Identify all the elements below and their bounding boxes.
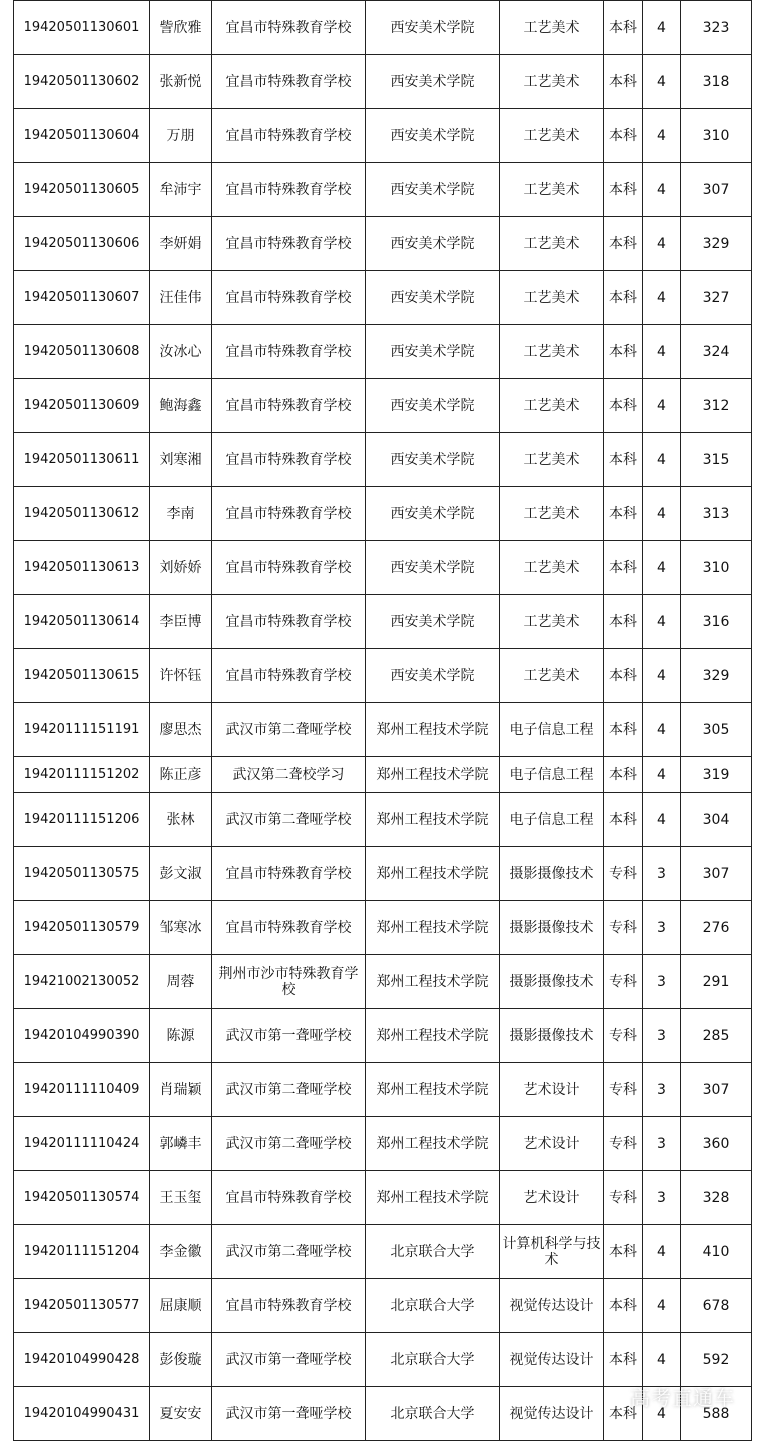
major-cell: 工艺美术 <box>500 163 604 217</box>
university-cell: 郑州工程技术学院 <box>366 1117 500 1171</box>
name-cell: 肖瑞颖 <box>150 1063 212 1117</box>
name-cell: 李臣博 <box>150 595 212 649</box>
level-cell: 本科 <box>604 217 643 271</box>
school-cell: 武汉第二聋校学习 <box>212 757 366 793</box>
name-cell: 彭文淑 <box>150 847 212 901</box>
major-cell: 摄影摄像技术 <box>500 901 604 955</box>
level-cell: 本科 <box>604 1333 643 1387</box>
level-cell: 专科 <box>604 901 643 955</box>
exam-id-cell: 19420501130614 <box>14 595 150 649</box>
years-cell: 4 <box>643 703 681 757</box>
school-cell: 宜昌市特殊教育学校 <box>212 109 366 163</box>
major-cell: 视觉传达设计 <box>500 1387 604 1441</box>
school-cell: 宜昌市特殊教育学校 <box>212 433 366 487</box>
table-row <box>14 793 752 847</box>
name-cell: 郭嶙丰 <box>150 1117 212 1171</box>
major-cell: 工艺美术 <box>500 109 604 163</box>
years-cell: 4 <box>643 1279 681 1333</box>
exam-id-cell: 19420501130574 <box>14 1171 150 1225</box>
score-cell: 360 <box>681 1117 752 1171</box>
table-row <box>14 1063 752 1117</box>
table-row <box>14 1 752 55</box>
score-cell: 588 <box>681 1387 752 1441</box>
score-cell: 285 <box>681 1009 752 1063</box>
level-cell: 专科 <box>604 1009 643 1063</box>
level-cell: 专科 <box>604 847 643 901</box>
school-cell: 武汉市第二聋哑学校 <box>212 703 366 757</box>
university-cell: 西安美术学院 <box>366 487 500 541</box>
exam-id-cell: 19420501130611 <box>14 433 150 487</box>
years-cell: 4 <box>643 595 681 649</box>
university-cell: 西安美术学院 <box>366 325 500 379</box>
name-cell: 王玉玺 <box>150 1171 212 1225</box>
level-cell: 专科 <box>604 1171 643 1225</box>
level-cell: 本科 <box>604 757 643 793</box>
score-cell: 316 <box>681 595 752 649</box>
major-cell: 计算机科学与技术 <box>500 1225 604 1279</box>
name-cell: 周蓉 <box>150 955 212 1009</box>
school-cell: 武汉市第一聋哑学校 <box>212 1009 366 1063</box>
school-cell: 武汉市第二聋哑学校 <box>212 1225 366 1279</box>
years-cell: 4 <box>643 325 681 379</box>
name-cell: 訾欣雅 <box>150 1 212 55</box>
name-cell: 陈源 <box>150 1009 212 1063</box>
level-cell: 本科 <box>604 325 643 379</box>
level-cell: 本科 <box>604 271 643 325</box>
years-cell: 4 <box>643 217 681 271</box>
name-cell: 牟沛宇 <box>150 163 212 217</box>
score-cell: 304 <box>681 793 752 847</box>
exam-id-cell: 19420111151204 <box>14 1225 150 1279</box>
name-cell: 鲍海鑫 <box>150 379 212 433</box>
score-cell: 315 <box>681 433 752 487</box>
name-cell: 李妍娟 <box>150 217 212 271</box>
score-cell: 323 <box>681 1 752 55</box>
major-cell: 艺术设计 <box>500 1063 604 1117</box>
university-cell: 西安美术学院 <box>366 109 500 163</box>
name-cell: 汝冰心 <box>150 325 212 379</box>
name-cell: 廖思杰 <box>150 703 212 757</box>
school-cell: 宜昌市特殊教育学校 <box>212 901 366 955</box>
exam-id-cell: 19420111110409 <box>14 1063 150 1117</box>
exam-id-cell: 19420501130607 <box>14 271 150 325</box>
major-cell: 电子信息工程 <box>500 793 604 847</box>
score-cell: 318 <box>681 55 752 109</box>
level-cell: 本科 <box>604 703 643 757</box>
school-cell: 宜昌市特殊教育学校 <box>212 325 366 379</box>
admission-table <box>13 0 752 1441</box>
score-cell: 313 <box>681 487 752 541</box>
years-cell: 4 <box>643 793 681 847</box>
university-cell: 郑州工程技术学院 <box>366 757 500 793</box>
name-cell: 屈康顺 <box>150 1279 212 1333</box>
name-cell: 李金徽 <box>150 1225 212 1279</box>
level-cell: 本科 <box>604 1 643 55</box>
major-cell: 工艺美术 <box>500 1 604 55</box>
university-cell: 西安美术学院 <box>366 649 500 703</box>
major-cell: 视觉传达设计 <box>500 1333 604 1387</box>
table-row <box>14 541 752 595</box>
exam-id-cell: 19420501130613 <box>14 541 150 595</box>
university-cell: 西安美术学院 <box>366 541 500 595</box>
school-cell: 宜昌市特殊教育学校 <box>212 217 366 271</box>
level-cell: 本科 <box>604 541 643 595</box>
name-cell: 张新悦 <box>150 55 212 109</box>
table-row <box>14 325 752 379</box>
university-cell: 郑州工程技术学院 <box>366 847 500 901</box>
level-cell: 专科 <box>604 955 643 1009</box>
exam-id-cell: 19420501130608 <box>14 325 150 379</box>
university-cell: 西安美术学院 <box>366 595 500 649</box>
years-cell: 3 <box>643 1117 681 1171</box>
score-cell: 678 <box>681 1279 752 1333</box>
name-cell: 刘娇娇 <box>150 541 212 595</box>
exam-id-cell: 19420111151206 <box>14 793 150 847</box>
level-cell: 本科 <box>604 1225 643 1279</box>
university-cell: 北京联合大学 <box>366 1279 500 1333</box>
exam-id-cell: 19420501130612 <box>14 487 150 541</box>
major-cell: 工艺美术 <box>500 271 604 325</box>
school-cell: 宜昌市特殊教育学校 <box>212 1 366 55</box>
years-cell: 4 <box>643 541 681 595</box>
table-row <box>14 1333 752 1387</box>
score-cell: 592 <box>681 1333 752 1387</box>
table-row <box>14 757 752 793</box>
years-cell: 3 <box>643 1171 681 1225</box>
level-cell: 本科 <box>604 163 643 217</box>
years-cell: 4 <box>643 1387 681 1441</box>
table-row <box>14 1171 752 1225</box>
exam-id-cell: 19420111151202 <box>14 757 150 793</box>
school-cell: 宜昌市特殊教育学校 <box>212 379 366 433</box>
table-row <box>14 901 752 955</box>
school-cell: 宜昌市特殊教育学校 <box>212 1279 366 1333</box>
school-cell: 宜昌市特殊教育学校 <box>212 649 366 703</box>
university-cell: 西安美术学院 <box>366 379 500 433</box>
university-cell: 西安美术学院 <box>366 217 500 271</box>
university-cell: 西安美术学院 <box>366 1 500 55</box>
university-cell: 郑州工程技术学院 <box>366 1171 500 1225</box>
score-cell: 312 <box>681 379 752 433</box>
school-cell: 荆州市沙市特殊教育学校 <box>212 955 366 1009</box>
exam-id-cell: 19420501130602 <box>14 55 150 109</box>
name-cell: 汪佳伟 <box>150 271 212 325</box>
major-cell: 工艺美术 <box>500 379 604 433</box>
table-row <box>14 595 752 649</box>
exam-id-cell: 19420104990390 <box>14 1009 150 1063</box>
level-cell: 本科 <box>604 379 643 433</box>
score-cell: 319 <box>681 757 752 793</box>
school-cell: 宜昌市特殊教育学校 <box>212 163 366 217</box>
table-row <box>14 217 752 271</box>
level-cell: 本科 <box>604 649 643 703</box>
school-cell: 武汉市第一聋哑学校 <box>212 1333 366 1387</box>
level-cell: 本科 <box>604 433 643 487</box>
name-cell: 刘寒湘 <box>150 433 212 487</box>
years-cell: 4 <box>643 55 681 109</box>
exam-id-cell: 19420501130615 <box>14 649 150 703</box>
school-cell: 宜昌市特殊教育学校 <box>212 55 366 109</box>
score-cell: 328 <box>681 1171 752 1225</box>
level-cell: 本科 <box>604 1387 643 1441</box>
years-cell: 4 <box>643 271 681 325</box>
school-cell: 宜昌市特殊教育学校 <box>212 847 366 901</box>
university-cell: 西安美术学院 <box>366 55 500 109</box>
table-row <box>14 379 752 433</box>
school-cell: 宜昌市特殊教育学校 <box>212 1171 366 1225</box>
years-cell: 3 <box>643 1063 681 1117</box>
name-cell: 许怀钰 <box>150 649 212 703</box>
university-cell: 郑州工程技术学院 <box>366 955 500 1009</box>
name-cell: 万朋 <box>150 109 212 163</box>
score-cell: 276 <box>681 901 752 955</box>
table-row <box>14 1225 752 1279</box>
years-cell: 3 <box>643 901 681 955</box>
major-cell: 艺术设计 <box>500 1117 604 1171</box>
table-row <box>14 163 752 217</box>
score-cell: 307 <box>681 163 752 217</box>
table-row <box>14 109 752 163</box>
table-body <box>14 1 752 1441</box>
university-cell: 西安美术学院 <box>366 271 500 325</box>
major-cell: 工艺美术 <box>500 55 604 109</box>
exam-id-cell: 19421002130052 <box>14 955 150 1009</box>
major-cell: 工艺美术 <box>500 649 604 703</box>
school-cell: 宜昌市特殊教育学校 <box>212 271 366 325</box>
table-row <box>14 55 752 109</box>
university-cell: 北京联合大学 <box>366 1225 500 1279</box>
name-cell: 陈正彦 <box>150 757 212 793</box>
major-cell: 视觉传达设计 <box>500 1279 604 1333</box>
years-cell: 4 <box>643 163 681 217</box>
university-cell: 郑州工程技术学院 <box>366 1063 500 1117</box>
table-row <box>14 955 752 1009</box>
school-cell: 宜昌市特殊教育学校 <box>212 595 366 649</box>
major-cell: 摄影摄像技术 <box>500 1009 604 1063</box>
major-cell: 工艺美术 <box>500 595 604 649</box>
score-cell: 310 <box>681 109 752 163</box>
score-cell: 410 <box>681 1225 752 1279</box>
exam-id-cell: 19420111151191 <box>14 703 150 757</box>
exam-id-cell: 19420501130604 <box>14 109 150 163</box>
table-row <box>14 433 752 487</box>
watermark-text: 高考直通车 <box>630 1386 735 1410</box>
table-row <box>14 1279 752 1333</box>
score-cell: 329 <box>681 217 752 271</box>
score-cell: 329 <box>681 649 752 703</box>
school-cell: 武汉市第二聋哑学校 <box>212 1063 366 1117</box>
exam-id-cell: 19420501130577 <box>14 1279 150 1333</box>
major-cell: 摄影摄像技术 <box>500 955 604 1009</box>
level-cell: 专科 <box>604 1117 643 1171</box>
university-cell: 北京联合大学 <box>366 1333 500 1387</box>
school-cell: 武汉市第二聋哑学校 <box>212 1117 366 1171</box>
years-cell: 4 <box>643 649 681 703</box>
name-cell: 夏安安 <box>150 1387 212 1441</box>
level-cell: 本科 <box>604 595 643 649</box>
university-cell: 郑州工程技术学院 <box>366 1009 500 1063</box>
name-cell: 张林 <box>150 793 212 847</box>
name-cell: 彭俊璇 <box>150 1333 212 1387</box>
exam-id-cell: 19420104990428 <box>14 1333 150 1387</box>
years-cell: 3 <box>643 1009 681 1063</box>
table-row <box>14 703 752 757</box>
years-cell: 3 <box>643 955 681 1009</box>
major-cell: 摄影摄像技术 <box>500 847 604 901</box>
table-row <box>14 847 752 901</box>
major-cell: 工艺美术 <box>500 217 604 271</box>
score-cell: 324 <box>681 325 752 379</box>
exam-id-cell: 19420501130601 <box>14 1 150 55</box>
score-cell: 327 <box>681 271 752 325</box>
level-cell: 本科 <box>604 793 643 847</box>
university-cell: 北京联合大学 <box>366 1387 500 1441</box>
school-cell: 宜昌市特殊教育学校 <box>212 541 366 595</box>
exam-id-cell: 19420111110424 <box>14 1117 150 1171</box>
major-cell: 工艺美术 <box>500 325 604 379</box>
level-cell: 专科 <box>604 1063 643 1117</box>
years-cell: 4 <box>643 109 681 163</box>
university-cell: 西安美术学院 <box>366 433 500 487</box>
name-cell: 李南 <box>150 487 212 541</box>
major-cell: 电子信息工程 <box>500 757 604 793</box>
major-cell: 工艺美术 <box>500 487 604 541</box>
exam-id-cell: 19420501130579 <box>14 901 150 955</box>
school-cell: 武汉市第一聋哑学校 <box>212 1387 366 1441</box>
table-row <box>14 487 752 541</box>
university-cell: 郑州工程技术学院 <box>366 703 500 757</box>
exam-id-cell: 19420501130575 <box>14 847 150 901</box>
school-cell: 宜昌市特殊教育学校 <box>212 487 366 541</box>
university-cell: 郑州工程技术学院 <box>366 901 500 955</box>
exam-id-cell: 19420501130606 <box>14 217 150 271</box>
exam-id-cell: 19420501130609 <box>14 379 150 433</box>
school-cell: 武汉市第二聋哑学校 <box>212 793 366 847</box>
years-cell: 4 <box>643 379 681 433</box>
years-cell: 4 <box>643 1225 681 1279</box>
score-cell: 307 <box>681 847 752 901</box>
years-cell: 4 <box>643 1 681 55</box>
major-cell: 艺术设计 <box>500 1171 604 1225</box>
table-row <box>14 271 752 325</box>
level-cell: 本科 <box>604 55 643 109</box>
university-cell: 郑州工程技术学院 <box>366 793 500 847</box>
years-cell: 4 <box>643 433 681 487</box>
years-cell: 4 <box>643 757 681 793</box>
level-cell: 本科 <box>604 487 643 541</box>
score-cell: 305 <box>681 703 752 757</box>
score-cell: 291 <box>681 955 752 1009</box>
years-cell: 3 <box>643 847 681 901</box>
level-cell: 本科 <box>604 109 643 163</box>
major-cell: 工艺美术 <box>500 541 604 595</box>
years-cell: 4 <box>643 487 681 541</box>
name-cell: 邹寒冰 <box>150 901 212 955</box>
exam-id-cell: 19420104990431 <box>14 1387 150 1441</box>
score-cell: 310 <box>681 541 752 595</box>
level-cell: 本科 <box>604 1279 643 1333</box>
table-row <box>14 649 752 703</box>
table-row <box>14 1009 752 1063</box>
major-cell: 工艺美术 <box>500 433 604 487</box>
years-cell: 4 <box>643 1333 681 1387</box>
table-row <box>14 1117 752 1171</box>
score-cell: 307 <box>681 1063 752 1117</box>
university-cell: 西安美术学院 <box>366 163 500 217</box>
major-cell: 电子信息工程 <box>500 703 604 757</box>
exam-id-cell: 19420501130605 <box>14 163 150 217</box>
